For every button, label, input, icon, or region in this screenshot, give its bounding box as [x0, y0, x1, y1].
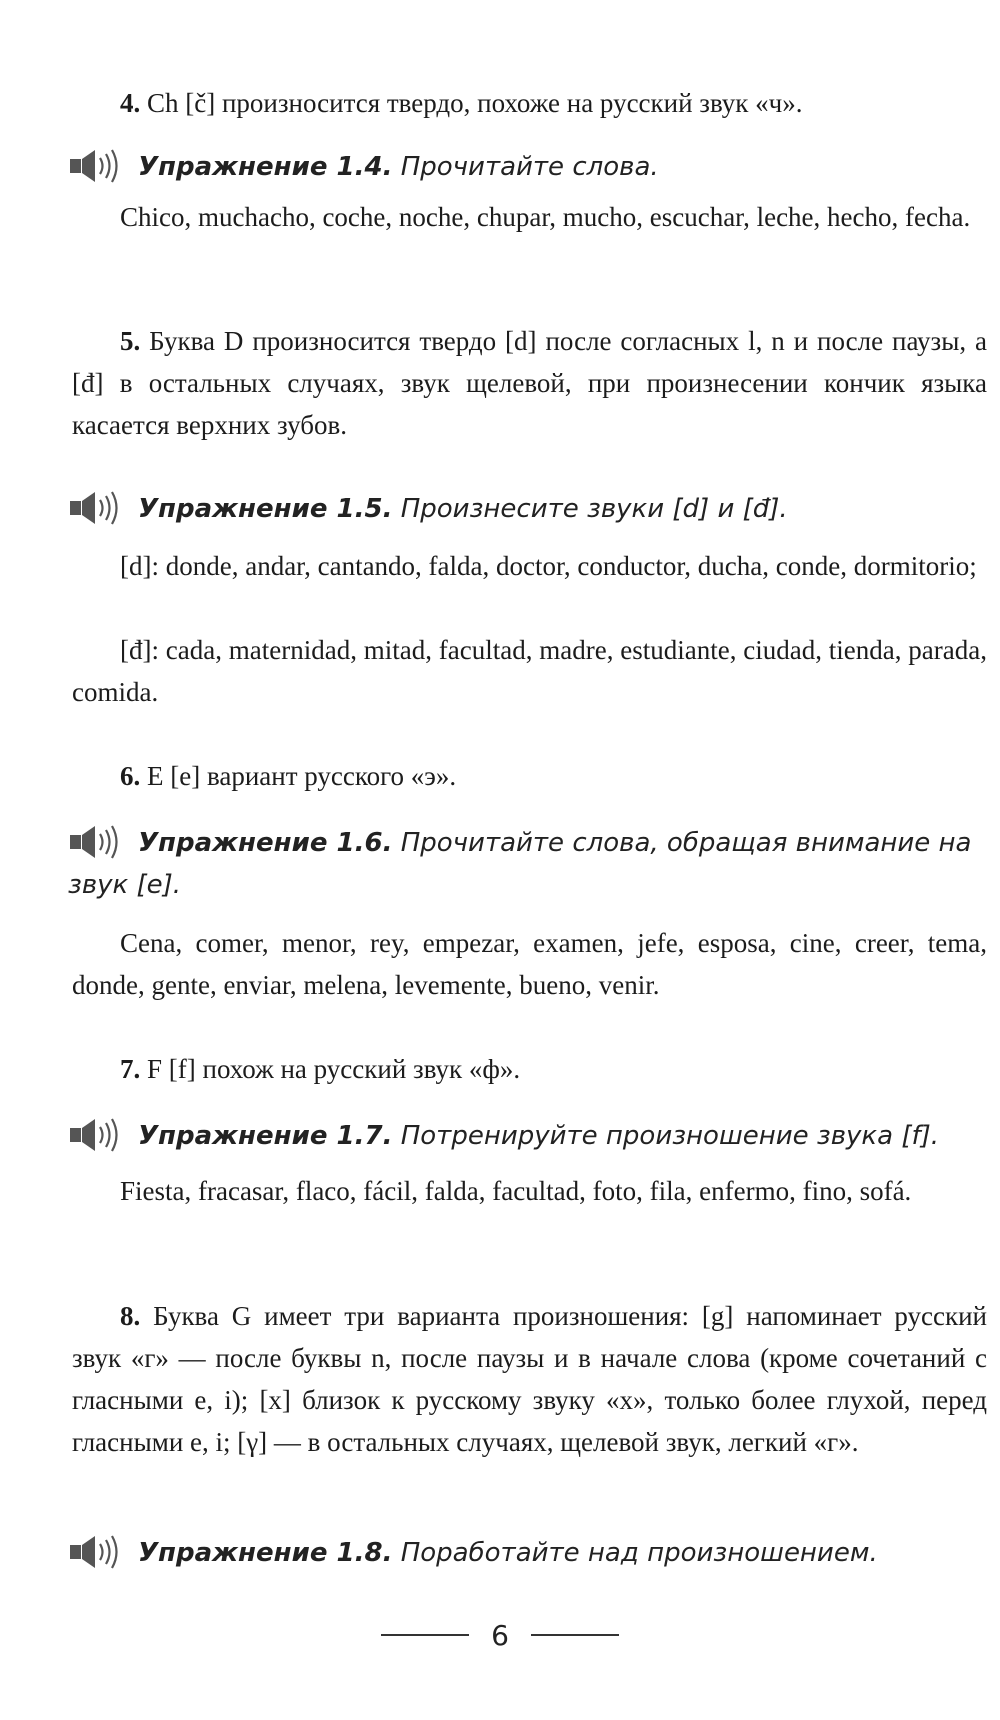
exercise-instruction: Поработайте над произношением. [400, 1538, 878, 1568]
rule-text: F [f] похож на русский звук «ф». [147, 1054, 521, 1084]
exercise-title: Упражнение 1.6. [138, 828, 393, 858]
speaker-sound-icon[interactable] [68, 489, 130, 527]
rule-text: Буква G имеет три варианта произношения: [g] напоминает русский звук «г» — после буквы n, после паузы и в начале слова (кроме сочетаний с гласными e, i); [x] близок к русскому звуку «х», только более глухой, перед гласными e, i; [γ] — в остальных случаях, щелевой звук, легкий «г». [72, 1301, 987, 1457]
exercise-title: Упражнение 1.5. [138, 494, 393, 524]
exercise-1-7-heading [68, 1115, 988, 1157]
word-list: [đ]: cada, maternidad, mitad, facultad, madre, estudiante, ciudad, tienda, parada, comida. [72, 635, 987, 707]
speaker-sound-icon[interactable] [68, 1116, 130, 1154]
footer-rule-right [531, 1634, 619, 1636]
rule-6-paragraph [72, 755, 987, 797]
speaker-sound-icon[interactable] [68, 1533, 130, 1571]
rule-text: Буква D произносится твердо [d] после согласных l, n и после паузы, а [đ] в остальных случаях, звук щелевой, при произнесении кончик языка касается верхних зубов. [72, 326, 988, 440]
exercise-instruction: Прочитайте слова, обращая внимание на звук [e]. [68, 828, 972, 900]
rule-number: 5. [120, 326, 141, 356]
word-list: [d]: donde, andar, cantando, falda, doctor, conductor, ducha, conde, dormitorio; [120, 551, 977, 581]
rule-8-paragraph [72, 1295, 987, 1463]
exercise-title: Упражнение 1.4. [138, 152, 393, 182]
exercise-1-7-words [72, 1170, 987, 1212]
rule-number: 6. [120, 761, 141, 791]
exercise-1-6-words [72, 922, 987, 1006]
page-number: 6 [491, 1618, 509, 1652]
exercise-title: Упражнение 1.8. [138, 1538, 393, 1568]
speaker-sound-icon[interactable] [68, 823, 130, 861]
exercise-instruction: Произнесите звуки [d] и [đ]. [400, 494, 788, 524]
rule-5-paragraph [72, 320, 987, 446]
word-list: Cena, comer, menor, rey, empezar, examen, jefe, esposa, cine, creer, tema, donde, gente, enviar, melena, levemente, bueno, venir. [72, 928, 987, 1000]
speaker-sound-icon[interactable] [68, 147, 130, 185]
exercise-1-5-heading [68, 488, 988, 530]
rule-number: 8. [120, 1301, 141, 1331]
exercise-1-5-words-dh [72, 629, 987, 713]
page-footer [0, 1610, 1000, 1660]
rule-text: E [e] вариант русского «э». [147, 761, 457, 791]
word-list: Fiesta, fracasar, flaco, fácil, falda, facultad, foto, fila, enfermo, fino, sofá. [120, 1176, 912, 1206]
exercise-1-5-words-d [72, 545, 987, 587]
rule-text: Ch [č] произносится твердо, похоже на русский звук «ч». [147, 88, 803, 118]
exercise-instruction: Прочитайте слова. [400, 152, 659, 182]
exercise-title: Упражнение 1.7. [138, 1121, 393, 1151]
footer-rule-left [381, 1634, 469, 1636]
word-list: Chico, muchacho, coche, noche, chupar, mucho, escuchar, leche, hecho, fecha. [120, 202, 971, 232]
exercise-1-4-heading [68, 146, 988, 188]
rule-number: 4. [120, 88, 141, 118]
rule-number: 7. [120, 1054, 141, 1084]
exercise-1-6-heading [68, 822, 988, 906]
rule-4-paragraph [72, 82, 987, 124]
exercise-instruction: Потренируйте произношение звука [f]. [400, 1121, 940, 1151]
exercise-1-4-words [72, 196, 987, 238]
rule-7-paragraph [72, 1048, 987, 1090]
exercise-1-8-heading [68, 1532, 988, 1574]
